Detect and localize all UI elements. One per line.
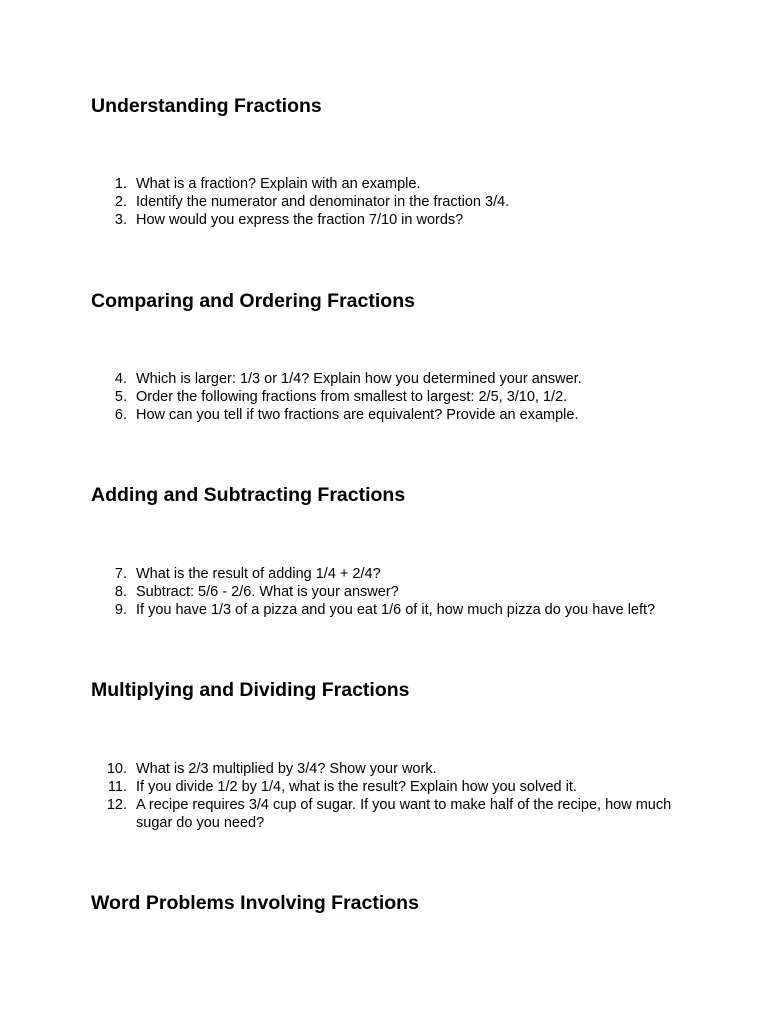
question-item: [91, 406, 711, 424]
question-number: 9.: [114, 602, 127, 618]
question-text: Subtract: 5/6 - 2/6. What is your answer?: [136, 584, 399, 600]
question-item: [91, 193, 711, 211]
question-number: 1.: [114, 176, 127, 192]
question-item: [91, 175, 711, 193]
question-number: 7.: [114, 566, 127, 582]
question-number: 6.: [114, 407, 127, 423]
question-text: Identify the numerator and denominator in the fraction 3/4.: [136, 194, 510, 210]
question-number: 11.: [107, 779, 127, 795]
question-text: What is the result of adding 1/4 + 2/4?: [136, 566, 381, 582]
section-title: Multiplying and Dividing Fractions: [91, 679, 410, 701]
section-title: Understanding Fractions: [91, 95, 322, 117]
question-text: Order the following fractions from smallest to largest: 2/5, 3/10, 1/2.: [136, 389, 568, 405]
question-list: [91, 175, 711, 229]
question-item: [91, 211, 711, 229]
section-title: Word Problems Involving Fractions: [91, 892, 419, 914]
question-text: If you divide 1/2 by 1/4, what is the result? Explain how you solved it.: [136, 779, 577, 795]
section-comparing-ordering: [91, 289, 711, 423]
question-item: [91, 601, 711, 619]
question-item: [91, 370, 711, 388]
question-text: How can you tell if two fractions are equivalent? Provide an example.: [136, 407, 579, 423]
question-number: 8.: [114, 584, 127, 600]
question-list: [91, 370, 711, 424]
question-text: A recipe requires 3/4 cup of sugar. If you want to make half of the recipe, how much sugar do you need?: [136, 797, 672, 831]
section-multiplying-dividing: [91, 678, 711, 831]
question-number: 10.: [106, 761, 127, 777]
question-number: 2.: [114, 194, 127, 210]
question-text: How would you express the fraction 7/10 in words?: [136, 212, 464, 228]
section-title: Adding and Subtracting Fractions: [91, 484, 406, 506]
question-item: [91, 778, 711, 796]
question-list: [91, 565, 711, 619]
question-item: [91, 565, 711, 583]
question-number: 5.: [114, 389, 127, 405]
question-text: If you have 1/3 of a pizza and you eat 1/6 of it, how much pizza do you have left?: [136, 602, 656, 618]
question-list: [91, 760, 711, 832]
question-text: Which is larger: 1/3 or 1/4? Explain how you determined your answer.: [136, 371, 582, 387]
section-understanding-fractions: [91, 94, 711, 228]
question-number: 3.: [114, 212, 127, 228]
section-word-problems: [91, 891, 711, 915]
question-number: 4.: [114, 371, 127, 387]
question-item: [91, 388, 711, 406]
question-item: [91, 583, 711, 601]
question-text: What is a fraction? Explain with an example.: [136, 176, 421, 192]
question-number: 12.: [106, 797, 127, 813]
question-item: [91, 760, 711, 778]
question-text: What is 2/3 multiplied by 3/4? Show your work.: [136, 761, 437, 777]
section-adding-subtracting: [91, 483, 711, 618]
section-title: Comparing and Ordering Fractions: [91, 290, 415, 312]
question-item: [91, 796, 711, 832]
